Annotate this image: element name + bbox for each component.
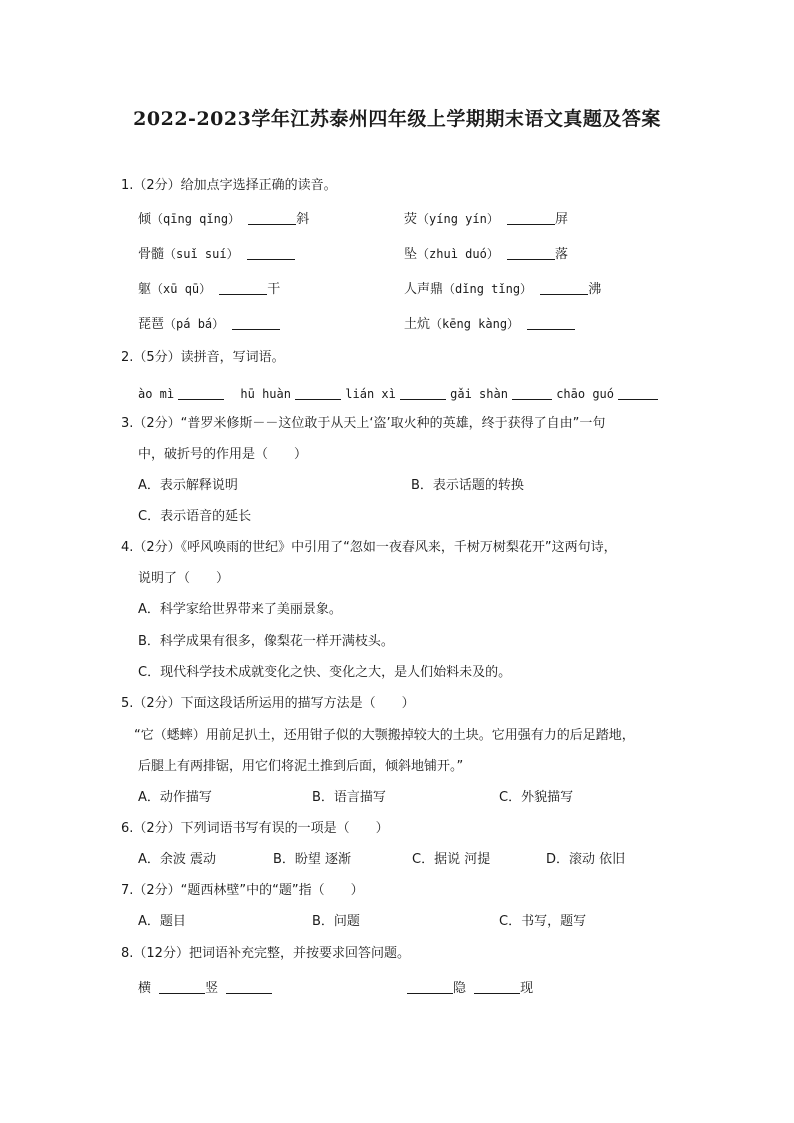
- q5-option-c[interactable]: C．外貌描写: [499, 790, 574, 805]
- q2-pinyin: hū huàn: [240, 387, 291, 401]
- q7-option-c[interactable]: C．书写，题写: [499, 914, 587, 929]
- q5-quote-line1: “它（蟋蟀）用前足扒土，还用钳子似的大颚搬掉较大的土块。它用强有力的后足踏地，: [134, 728, 635, 743]
- q1-item-word: 荧: [404, 212, 418, 227]
- q1-item-pinyin: （qīng qǐng）: [151, 212, 241, 226]
- q1-item-pinyin: （dǐng tǐng）: [443, 282, 533, 296]
- q6-stem: 6.（2分）下列词语书写有误的一项是（ ）: [121, 821, 389, 836]
- q8-fill-char: 现: [520, 981, 534, 996]
- q4-option-c[interactable]: C．现代科学技术成就变化之快、变化之大，是人们始料未及的。: [138, 665, 512, 680]
- q6-option-c[interactable]: C．据说 河提: [412, 852, 491, 867]
- q2-stem: 2.（5分）读拼音，写词语。: [121, 350, 285, 365]
- q3-option-a[interactable]: A．表示解释说明: [138, 478, 238, 493]
- answer-blank[interactable]: [507, 245, 555, 260]
- q1-item-word: 骨髓: [138, 247, 165, 262]
- answer-blank[interactable]: [178, 385, 224, 400]
- answer-blank[interactable]: [232, 315, 280, 330]
- q5-quote-line2: 后腿上有两排锯，用它们将泥土推到后面，倾斜地铺开。”: [138, 759, 464, 774]
- q4-stem-line2: 说明了（ ）: [138, 571, 230, 586]
- answer-blank[interactable]: [248, 210, 296, 225]
- q1-item-3: [138, 244, 295, 265]
- q8-stem: 8.（12分）把词语补充完整，并按要求回答问题。: [121, 946, 410, 961]
- q1-item-after: 干: [267, 282, 281, 297]
- q1-item-after: 斜: [296, 212, 310, 227]
- q7-option-b[interactable]: B．问题: [312, 914, 360, 929]
- q1-item-word: 躯: [138, 282, 152, 297]
- q1-item-pinyin: （zhuì duó）: [417, 247, 499, 261]
- q2-pinyin-row: [138, 384, 658, 405]
- q2-pinyin: gǎi shàn: [450, 387, 508, 401]
- q3-option-c[interactable]: C．表示语音的延长: [138, 509, 252, 524]
- q4-option-a[interactable]: A．科学家给世界带来了美丽景象。: [138, 602, 342, 617]
- q5-option-a[interactable]: A．动作描写: [138, 790, 212, 805]
- q1-item-word: 琵琶: [138, 317, 165, 332]
- q1-item-pinyin: （suǐ suí）: [164, 247, 239, 261]
- q1-item-7: [138, 314, 280, 335]
- q3-stem-line1: 3.（2分）“普罗米修斯－－这位敢于从天上‘盗’取火种的英雄，终于获得了自由”一句: [121, 416, 606, 431]
- answer-blank[interactable]: [527, 315, 575, 330]
- answer-blank[interactable]: [507, 210, 555, 225]
- answer-blank[interactable]: [474, 979, 520, 994]
- q1-item-pinyin: （pá bá）: [164, 317, 225, 331]
- q1-item-pinyin: （xū qū）: [151, 282, 212, 296]
- q1-item-8: [404, 314, 575, 335]
- q1-item-5: [138, 279, 280, 300]
- answer-blank[interactable]: [219, 280, 267, 295]
- q5-stem: 5.（2分）下面这段话所运用的描写方法是（ ）: [121, 696, 415, 711]
- q2-pinyin: chāo guó: [556, 387, 614, 401]
- answer-blank[interactable]: [295, 385, 341, 400]
- exam-title: 2022-2023学年江苏泰州四年级上学期期末语文真题及答案: [133, 108, 661, 130]
- answer-blank[interactable]: [247, 245, 295, 260]
- answer-blank[interactable]: [226, 979, 272, 994]
- q3-option-b[interactable]: B．表示话题的转换: [411, 478, 524, 493]
- q1-item-pinyin: （kēng kàng）: [430, 317, 520, 331]
- q1-item-word: 人声鼎: [404, 282, 444, 297]
- q1-item-pinyin: （yíng yín）: [417, 212, 499, 226]
- q1-item-6: [404, 279, 601, 300]
- q7-option-a[interactable]: A．题目: [138, 914, 186, 929]
- q5-option-b[interactable]: B．语言描写: [312, 790, 386, 805]
- q6-option-a[interactable]: A．余波 震动: [138, 852, 217, 867]
- q1-item-word: 倾: [138, 212, 152, 227]
- q6-option-b[interactable]: B．盼望 逐渐: [273, 852, 352, 867]
- q1-stem: 1.（2分）给加点字选择正确的读音。: [121, 178, 337, 193]
- q8-fill-right: [407, 979, 533, 999]
- answer-blank[interactable]: [512, 385, 552, 400]
- q1-item-2: [404, 209, 568, 230]
- q1-item-4: [404, 244, 568, 265]
- q8-fill-left: [138, 979, 272, 999]
- q8-fill-char: 竖: [205, 981, 219, 996]
- q6-option-d[interactable]: D．滚动 依旧: [546, 852, 626, 867]
- answer-blank[interactable]: [540, 280, 588, 295]
- q3-stem-line2: 中，破折号的作用是（ ）: [138, 447, 308, 462]
- q1-item-1: [138, 209, 309, 230]
- q1-item-after: 落: [554, 247, 568, 262]
- q4-stem-line1: 4.（2分）《呼风唤雨的世纪》中引用了“忽如一夜春风来，千树万树梨花开”这两句诗，: [121, 540, 617, 555]
- answer-blank[interactable]: [400, 385, 446, 400]
- q1-item-word: 土炕: [404, 317, 431, 332]
- answer-blank[interactable]: [407, 979, 453, 994]
- q1-item-after: 沸: [588, 282, 602, 297]
- q4-option-b[interactable]: B．科学成果有很多，像梨花一样开满枝头。: [138, 634, 394, 649]
- q7-stem: 7.（2分）“题西林壁”中的“题”指（ ）: [121, 883, 364, 898]
- q2-pinyin: ào mì: [138, 387, 175, 401]
- answer-blank[interactable]: [159, 979, 205, 994]
- q1-item-after: 屏: [554, 212, 568, 227]
- q2-pinyin: lián xì: [345, 387, 396, 401]
- q8-fill-char: 横: [138, 981, 152, 996]
- answer-blank[interactable]: [618, 385, 658, 400]
- q8-fill-char: 隐: [453, 981, 467, 996]
- q1-item-word: 坠: [404, 247, 418, 262]
